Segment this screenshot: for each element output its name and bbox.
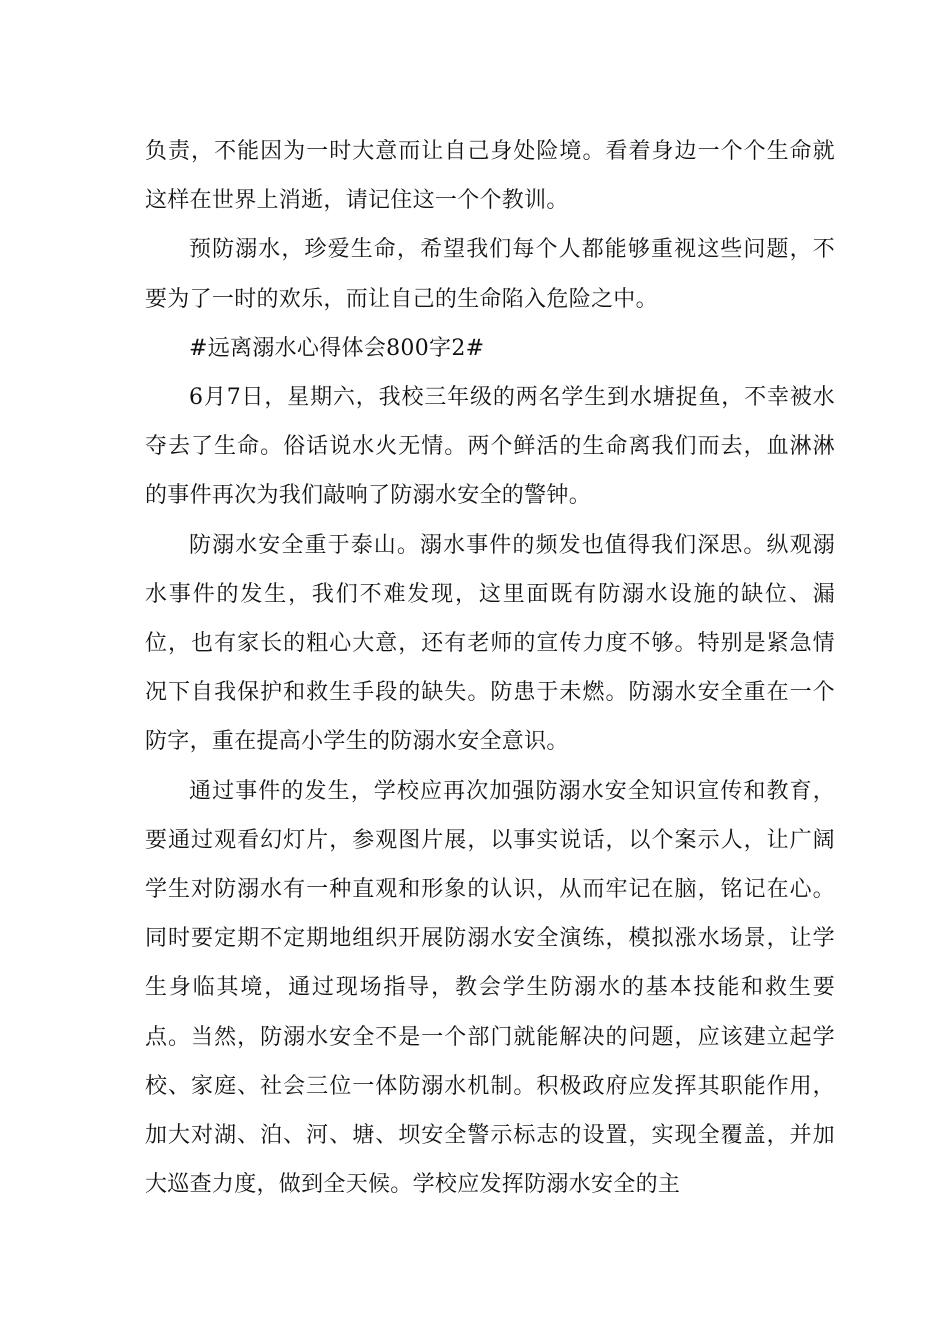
- paragraph-incident: 6月7日，星期六，我校三年级的两名学生到水塘捉鱼，不幸被水夺去了生命。俗话说水火无情。两个鲜活的生命离我们而去，血淋淋的事件再次为我们敲响了防溺水安全的警钟。: [145, 385, 835, 509]
- section-heading: #远离溺水心得体会800字2#: [189, 335, 485, 361]
- paragraph-school-measures: 通过事件的发生，学校应再次加强防溺水安全知识宣传和教育，要通过观看幻灯片，参观图片展，以事实说话，以个案示人，让广阔学生对防溺水有一种直观和形象的认识，从而牢记在脑，铭记在心。同时要定期不定期地组织开展防溺水安全演练，模拟涨水场景，让学生身临其境，通过现场指导，教会学生防溺水的基本技能和救生要点。当然，防溺水安全不是一个部门就能解决的问题，应该建立起学校、家庭、社会三位一体防溺水机制。积极政府应发挥其职能作用，加大对湖、泊、河、塘、坝安全警示标志的设置，实现全覆盖，并加大巡查力度，做到全天候。学校应发挥防溺水安全的主: [145, 778, 835, 1198]
- paragraph-safety-reflection: 防溺水安全重于泰山。溺水事件的频发也值得我们深思。纵观溺水事件的发生，我们不难发现，这里面既有防溺水设施的缺位、漏位，也有家长的粗心大意，还有老师的宣传力度不够。特别是紧急情况下自我保护和救生手段的缺失。防患于未燃。防溺水安全重在一个防字，重在提高小学生的防溺水安全意识。: [145, 532, 835, 755]
- paragraph-continuation: 负责，不能因为一时大意而让自己身处险境。看着身边一个个生命就这样在世界上消逝，请记住这一个个教训。: [145, 139, 835, 214]
- paragraph-prevent-drowning: 预防溺水，珍爱生命，希望我们每个人都能够重视这些问题，不要为了一时的欢乐，而让自己的生命陷入危险之中。: [145, 237, 835, 312]
- document-body: [145, 127, 835, 1209]
